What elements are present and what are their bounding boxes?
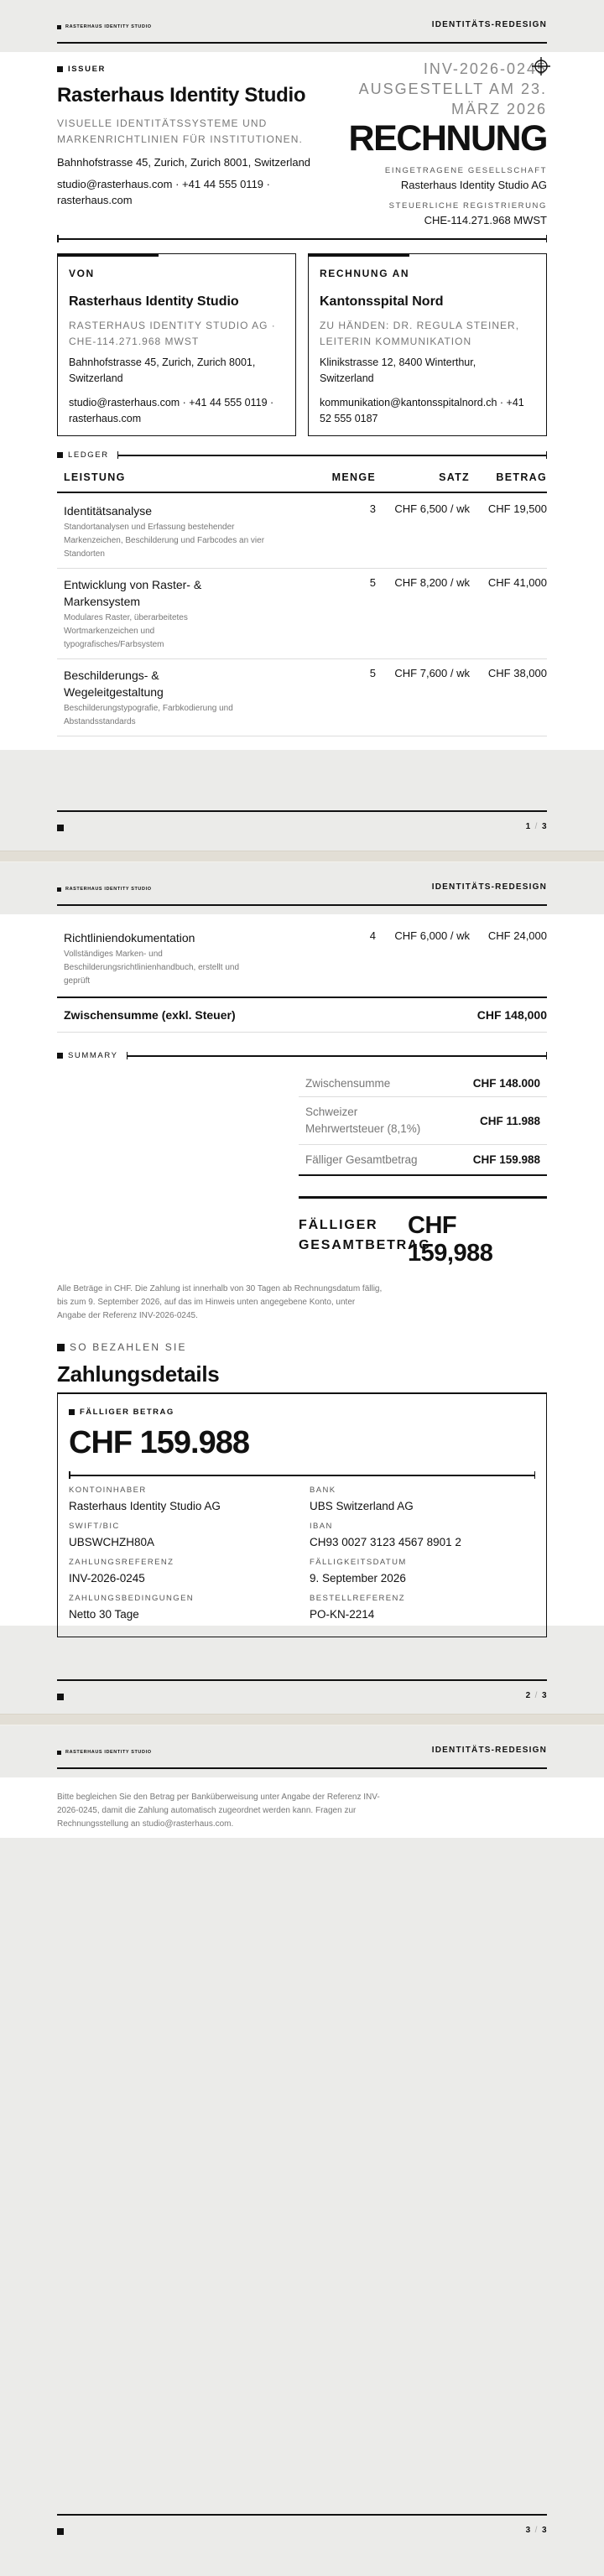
invoice-number: INV-2026-0245: [423, 60, 547, 77]
summary-row-label: Schweizer Mehrwertsteuer (8,1%): [305, 1106, 421, 1135]
page-number: 2 / 3: [525, 1691, 547, 1700]
page-number: 1 / 3: [525, 822, 547, 831]
field: [310, 1558, 535, 1585]
page-1: [0, 0, 604, 851]
field: [310, 1522, 535, 1548]
page-footer: [0, 1679, 604, 1714]
col-service: LEISTUNG: [64, 471, 126, 483]
payment-fields: [69, 1486, 535, 1621]
issuer-contact[interactable]: studio@rasterhaus.com · +41 44 555 0119 · rasterhaus.com: [57, 178, 270, 206]
project-topic: IDENTITÄTS-REDESIGN: [431, 20, 547, 29]
section-square-icon: [57, 66, 63, 72]
row-title: Identitätsanalyse: [64, 504, 153, 518]
bill-to-sub: ZU HÄNDEN: DR. REGULA STEINER, LEITERIN KOMMUNIKATION: [320, 320, 520, 347]
field: [69, 1522, 310, 1548]
ledger-table-continued: [57, 914, 547, 1033]
summary-row-value: CHF 159.988: [472, 1153, 540, 1166]
row-rate: CHF 6,000 / wk: [394, 929, 470, 942]
row-rate: CHF 7,600 / wk: [394, 667, 470, 679]
page-footer: [0, 2514, 604, 2564]
row-description: Standortanalysen und Erfassung bestehender Markenzeichen, Beschilderung und Farbcodes an vier Standorten: [64, 523, 265, 559]
bill-to-name: Kantonsspital Nord: [320, 294, 444, 309]
field-value: Netto 30 Tage: [69, 1608, 139, 1621]
summary-label: SUMMARY: [68, 1051, 118, 1060]
issuer-label: ISSUER: [68, 65, 106, 74]
subtotal-value: CHF 148,000: [476, 1008, 547, 1022]
field: [69, 1558, 310, 1585]
field-label: ZAHLUNGSREFERENZ: [69, 1558, 174, 1567]
ledger-table: [57, 471, 547, 736]
invoice-meta: [346, 59, 547, 226]
summary-table: [299, 1070, 547, 1267]
row-title: Entwicklung von Raster- & Markensystem: [64, 578, 202, 608]
issuer-address: Bahnhofstrasse 45, Zurich, Zurich 8001, Switzerland: [57, 156, 311, 169]
field-value: INV-2026-0245: [69, 1572, 145, 1585]
row-qty: 5: [369, 667, 376, 679]
registration-label: EINGETRAGENE GESELLSCHAFT: [384, 166, 547, 175]
page-3: [0, 1725, 604, 2576]
row-rate: CHF 6,500 / wk: [394, 502, 470, 515]
payment-title: Zahlungsdetails: [57, 1361, 547, 1394]
section-square-icon: [57, 1053, 63, 1059]
bill-to-label: RECHNUNG AN: [320, 268, 410, 279]
row-qty: 5: [369, 576, 376, 589]
row-description: Beschilderungstypografie, Farbkodierung und Abstandsstandards: [64, 704, 233, 726]
section-square-icon: [69, 1409, 75, 1415]
row-description: Vollständiges Marken- und Beschilderungsrichtlinienhandbuch, erstellt und geprüft: [64, 950, 240, 986]
subtotal-row: [57, 997, 547, 1033]
row-amount: CHF 38,000: [487, 667, 547, 679]
footer-square-icon: [57, 2528, 64, 2535]
amount-due-row: [299, 1196, 547, 1267]
table-row: [57, 569, 547, 659]
page-footer: [0, 810, 604, 851]
summary-note: Alle Beträge in CHF. Die Zahlung ist innerhalb von 30 Tagen ab Rechnungsdatum fällig, bis zum 9. September 2026, auf das im Hinweis unten angegebene Konto, unter Angabe der Referenz INV-2026-0245.: [57, 1284, 383, 1320]
brand-name: RASTERHAUS IDENTITY STUDIO: [65, 887, 152, 892]
brand-square-icon: [57, 887, 61, 892]
row-qty: 4: [369, 929, 376, 942]
row-amount: CHF 19,500: [487, 502, 547, 515]
summary-row-label: Fälliger Gesamtbetrag: [305, 1153, 418, 1166]
table-row: [57, 914, 547, 997]
footer-square-icon: [57, 1694, 64, 1700]
brand-square-icon: [57, 1751, 61, 1755]
project-topic: IDENTITÄTS-REDESIGN: [431, 882, 547, 892]
footer-square-icon: [57, 825, 64, 831]
bill-to-address: Klinikstrasse 12, 8400 Winterthur, Switzerland: [320, 356, 476, 384]
payment-card: [57, 1394, 547, 1637]
brand-square-icon: [57, 25, 61, 29]
document-title: RECHNUNG: [348, 118, 547, 159]
field-value: UBSWCHZH80A: [69, 1536, 155, 1548]
issuer-block: [57, 65, 334, 208]
page-2: [0, 862, 604, 1714]
amount-label: FÄLLIGER BETRAG: [80, 1408, 174, 1417]
amount-due-value: CHF 159,988: [408, 1212, 493, 1267]
section-square-icon: [57, 452, 63, 458]
page-separator: [0, 851, 604, 862]
project-topic: IDENTITÄTS-REDESIGN: [431, 1746, 547, 1755]
payment-amount: CHF 159.988: [69, 1425, 250, 1460]
page-content: [0, 52, 604, 750]
from-contact[interactable]: studio@rasterhaus.com · +41 44 555 0119 · rasterhaus.com: [69, 397, 274, 424]
summary-row: [299, 1145, 547, 1176]
col-amount: BETRAG: [496, 471, 547, 483]
row-description: Modulares Raster, überarbeitetes Wortmarkenzeichen und typografisches/Farbsystem: [64, 613, 188, 649]
row-title: Beschilderungs- & Wegeleitgestaltung: [64, 669, 164, 699]
invoice-issued-date: AUSGESTELLT AM 23. MÄRZ 2026: [358, 81, 547, 117]
row-amount: CHF 41,000: [487, 576, 547, 589]
ledger-section-label: [57, 450, 547, 460]
field: [310, 1486, 535, 1512]
field-label: BANK: [310, 1486, 336, 1495]
amount-due-label: FÄLLIGER GESAMTBETRAG: [299, 1218, 431, 1252]
parties: [57, 253, 547, 436]
page-header: [0, 0, 604, 52]
from-label: VON: [69, 268, 95, 279]
summary-row-label: Zwischensumme: [305, 1077, 391, 1090]
field: [310, 1594, 535, 1621]
subtotal-label: Zwischensumme (exkl. Steuer): [64, 1008, 236, 1022]
field-label: ZAHLUNGSBEDINGUNGEN: [69, 1594, 195, 1603]
from-sub: RASTERHAUS IDENTITY STUDIO AG · CHE-114.271.968 MWST: [69, 320, 276, 347]
from-card: [57, 253, 296, 436]
bill-to-card: [308, 253, 547, 436]
crosshair-icon: [532, 57, 550, 75]
field-value: UBS Switzerland AG: [310, 1500, 414, 1512]
page-separator: [0, 1714, 604, 1725]
payment-closing-note: Bitte begleichen Sie den Betrag per Banküberweisung unter Angabe der Referenz INV-2026-0245, damit die Zahlung automatisch zugeordnet werden kann. Fragen zur Rechnungsstellung an studio@rasterhaus.com.: [57, 1793, 380, 1829]
summary-row: [299, 1097, 547, 1145]
summary-section-label: [57, 1051, 547, 1060]
row-qty: 3: [369, 502, 376, 515]
issuer-tagline: VISUELLE IDENTITÄTSSYSTEME UND MARKENRICHTLINIEN FÜR INSTITUTIONEN.: [57, 117, 303, 145]
page-header: [0, 1725, 604, 1777]
page-content: [0, 914, 604, 1626]
table-row: [57, 492, 547, 569]
field-value: PO-KN-2214: [310, 1608, 375, 1621]
table-row: [57, 659, 547, 736]
brand-name: RASTERHAUS IDENTITY STUDIO: [65, 1750, 152, 1755]
field: [69, 1486, 310, 1512]
tax-value: CHE-114.271.968 MWST: [424, 214, 547, 226]
page-header: [0, 862, 604, 914]
section-square-icon: [57, 1344, 65, 1351]
from-name: Rasterhaus Identity Studio: [69, 294, 239, 309]
registration-value: Rasterhaus Identity Studio AG: [400, 179, 547, 191]
field-label: BESTELLREFERENZ: [310, 1594, 405, 1603]
col-qty: MENGE: [331, 471, 376, 483]
page-content: [0, 1777, 604, 1838]
field-label: SWIFT/BIC: [69, 1522, 120, 1531]
summary-row-value: CHF 148.000: [472, 1077, 540, 1090]
page-number: 3 / 3: [525, 2526, 547, 2535]
field: [69, 1594, 310, 1621]
from-address: Bahnhofstrasse 45, Zurich, Zurich 8001, Switzerland: [69, 356, 256, 384]
row-title: Richtliniendokumentation: [64, 931, 195, 945]
row-rate: CHF 8,200 / wk: [394, 576, 470, 589]
field-label: KONTOINHABER: [69, 1486, 147, 1495]
summary-row: [299, 1070, 547, 1097]
summary-row-value: CHF 11.988: [479, 1114, 540, 1127]
field-label: FÄLLIGKEITSDATUM: [310, 1558, 407, 1567]
field-value: Rasterhaus Identity Studio AG: [69, 1500, 221, 1512]
col-rate: SATZ: [439, 471, 470, 483]
brand-name: RASTERHAUS IDENTITY STUDIO: [65, 24, 152, 29]
tax-label: STEUERLICHE REGISTRIERUNG: [388, 201, 547, 211]
field-label: IBAN: [310, 1522, 333, 1531]
row-amount: CHF 24,000: [487, 929, 547, 942]
header-divider: [57, 235, 547, 242]
field-value: 9. September 2026: [310, 1572, 406, 1585]
issuer-name: Rasterhaus Identity Studio: [57, 84, 306, 107]
ledger-header-row: [57, 471, 547, 492]
bill-to-contact[interactable]: kommunikation@kantonsspitalnord.ch · +41 52 555 0187: [320, 397, 524, 424]
invoice-header: [57, 52, 547, 253]
payment-eyebrow: SO BEZAHLEN SIE: [57, 1341, 547, 1353]
field-value: CH93 0027 3123 4567 8901 2: [310, 1536, 461, 1548]
ledger-label: LEDGER: [68, 450, 109, 460]
